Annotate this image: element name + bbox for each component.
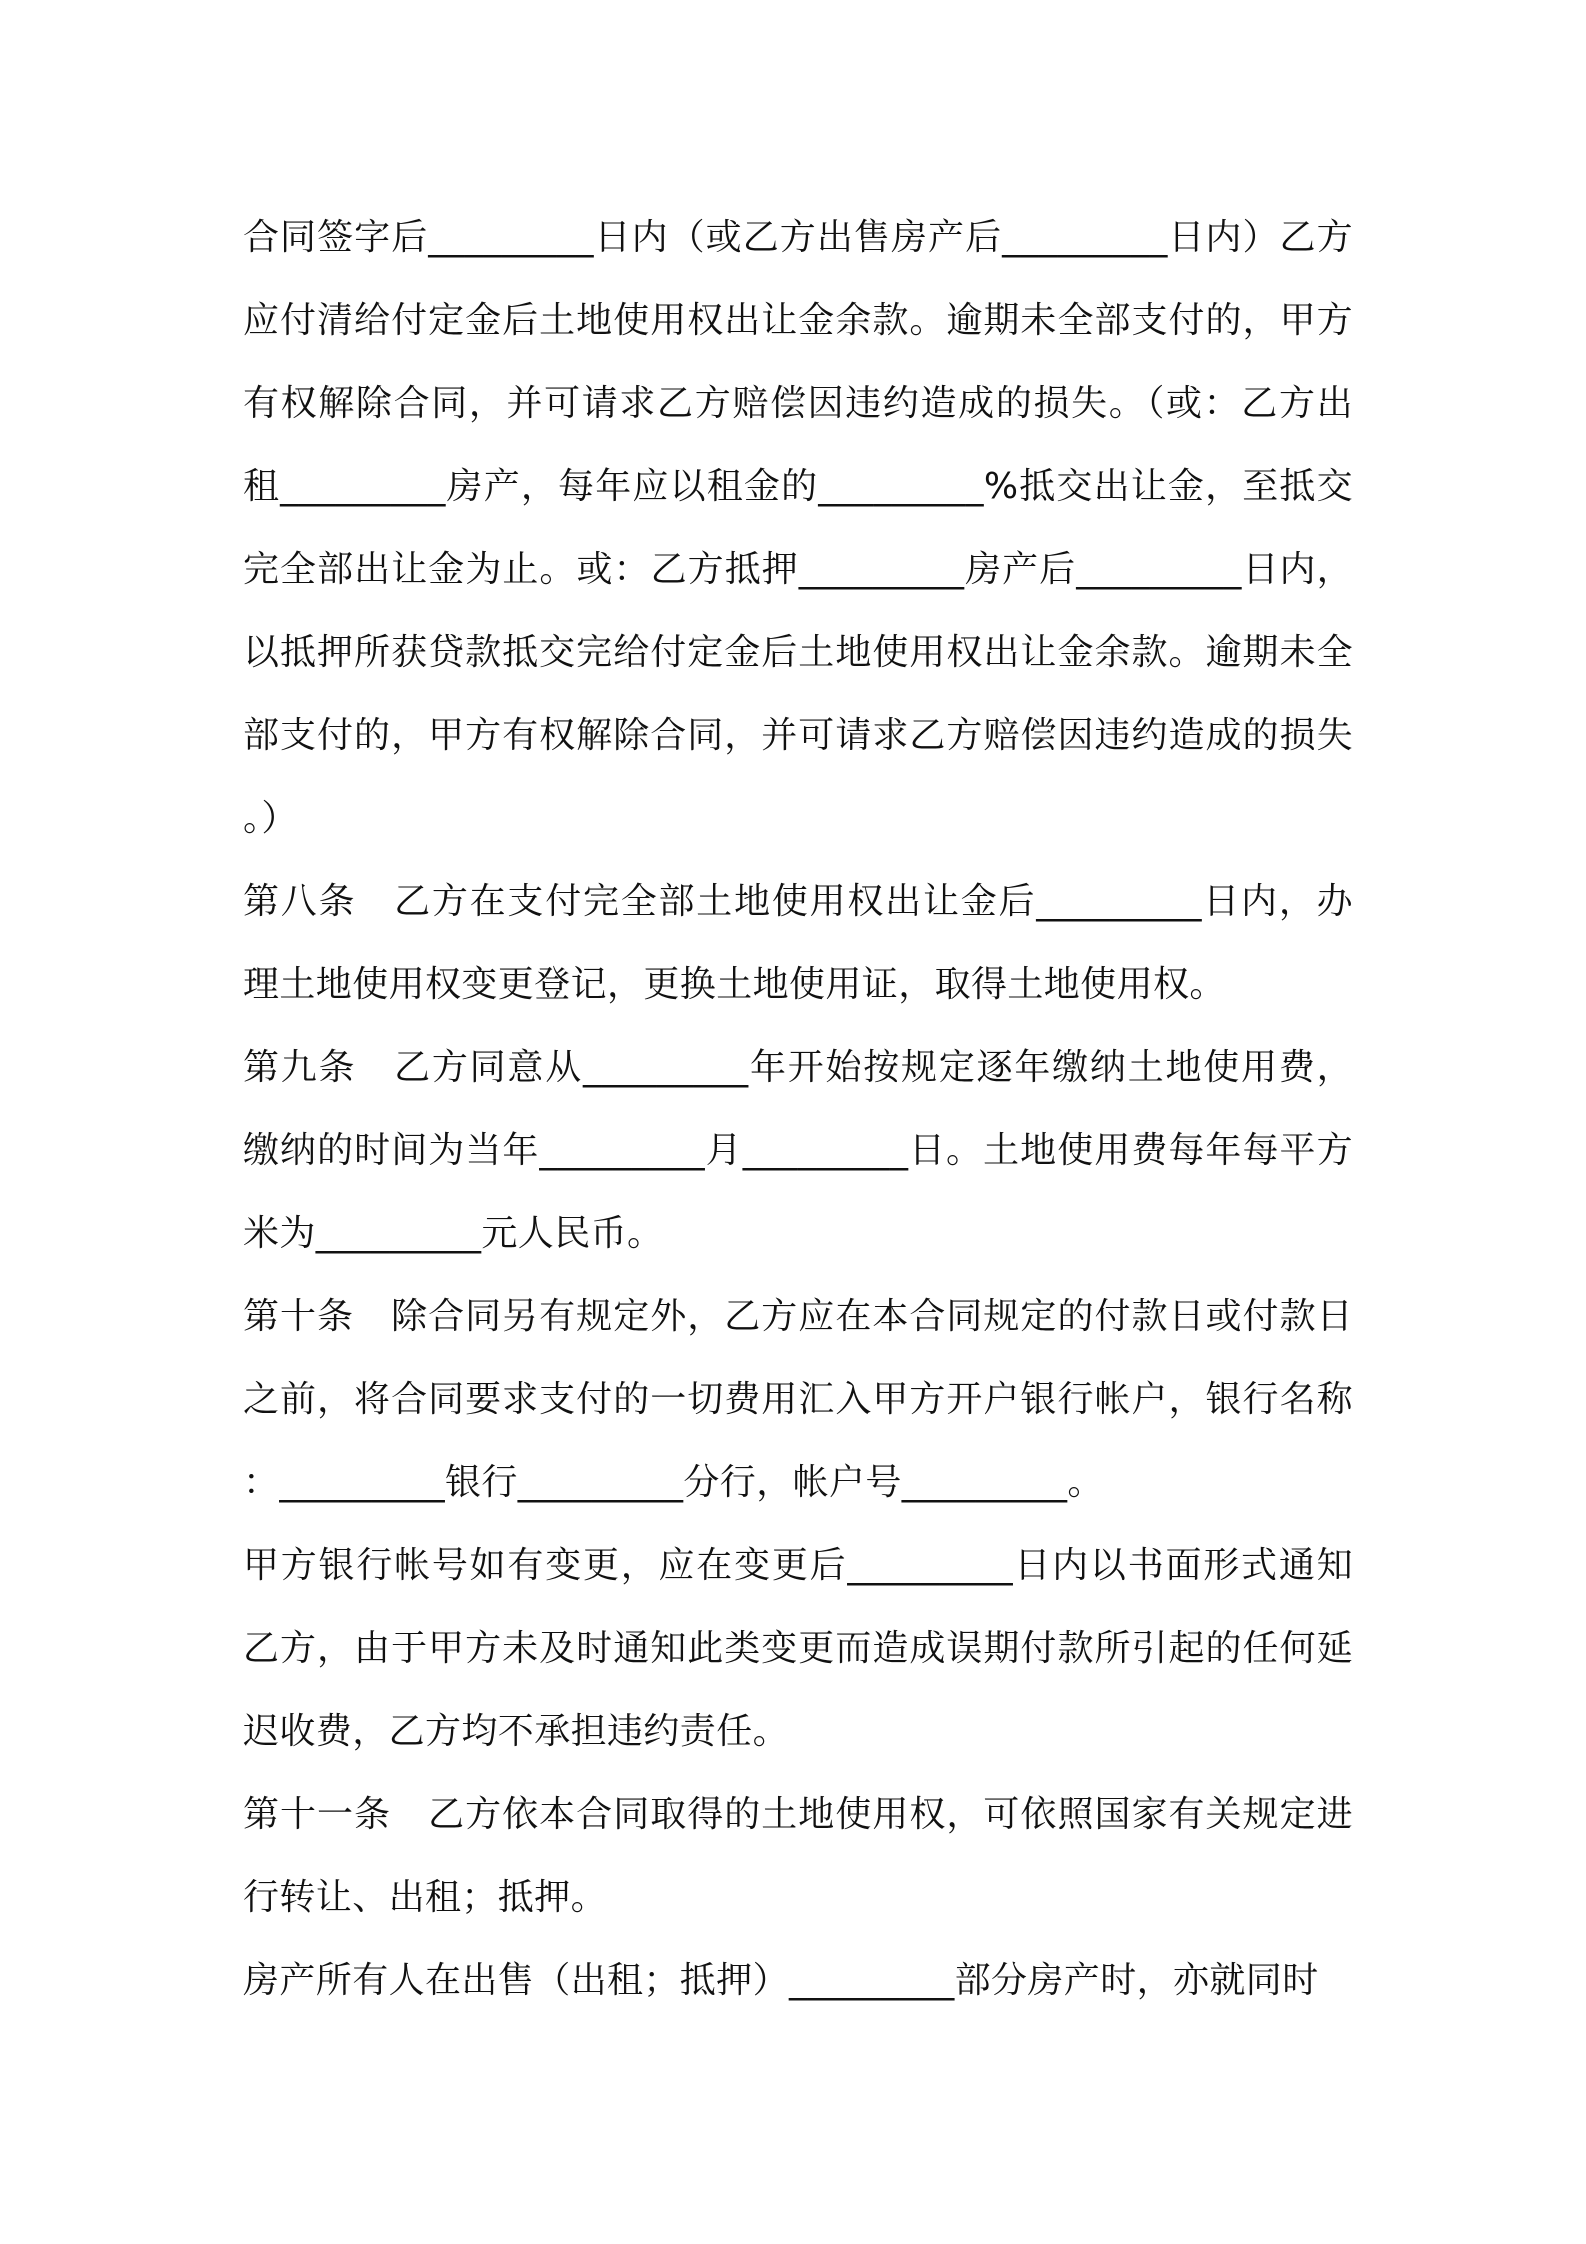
paragraph-bank-account-change: 甲方银行帐号如有变更，应在变更后_________日内以书面形式通知乙方，由于甲方未及时通知此类变更而造成误期付款所引起的任何延迟收费，乙方均不承担违约责任。 <box>243 1545 1353 1752</box>
paragraph-property-sale: 房产所有人在出售（出租；抵押）_________部分房产时，亦就同时 <box>243 1960 1319 2001</box>
contract-text <box>243 196 1353 2022</box>
paragraph-article-11: 第十一条 乙方依本合同取得的土地使用权，可依照国家有关规定进行转让、出租；抵押。 <box>243 1794 1353 1918</box>
paragraph-article-8: 第八条 乙方在支付完全部土地使用权出让金后_________日内，办理土地使用权变更登记，更换土地使用证，取得土地使用权。 <box>243 881 1353 1005</box>
paragraph-article-9: 第九条 乙方同意从_________年开始按规定逐年缴纳土地使用费，缴纳的时间为当年_________月_________日。土地使用费每年每平方米为_________元人民币。 <box>243 1047 1353 1254</box>
paragraph-payment-terms: 合同签字后_________日内（或乙方出售房产后_________日内）乙方应付清给付定金后土地使用权出让金余款。逾期未全部支付的，甲方有权解除合同，并可请求乙方赔偿因违约造成的损失。（或：乙方出租_________房产，每年应以租金的_________%抵交出让金，至抵交完全部出让金为止。或：乙方抵押_________房产后_________日内，以抵押所获贷款抵交完给付定金后土地使用权出让金余款。逾期未全部支付的，甲方有权解除合同，并可请求乙方赔偿因违约造成的损失。） <box>243 217 1353 839</box>
paragraph-article-10: 第十条 除合同另有规定外，乙方应在本合同规定的付款日或付款日之前，将合同要求支付的一切费用汇入甲方开户银行帐户，银行名称：_________银行_________分行，帐户号_________。 <box>243 1296 1353 1503</box>
